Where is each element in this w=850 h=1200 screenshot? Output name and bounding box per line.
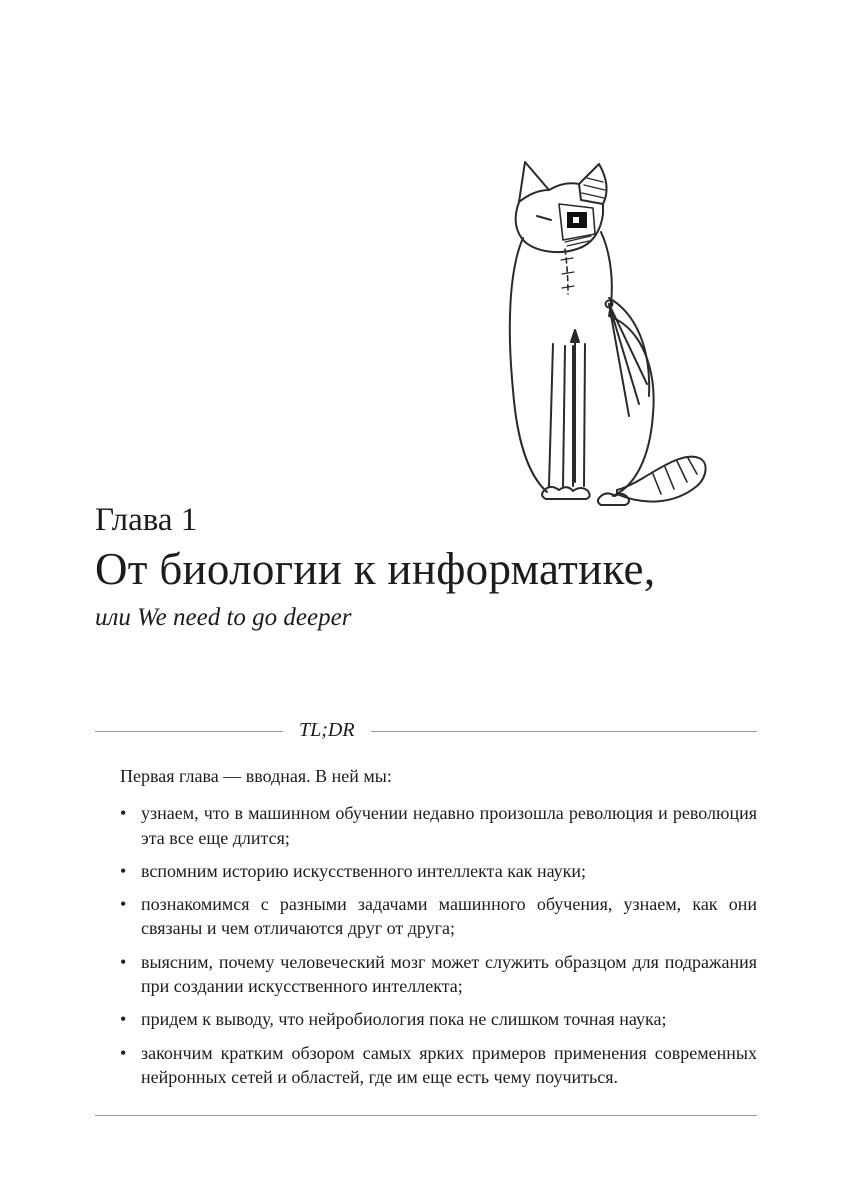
divider-line-right: [371, 731, 757, 732]
chapter-subtitle: или We need to go deeper: [95, 603, 352, 631]
list-item: [120, 950, 757, 999]
list-item-text: придем к выводу, что нейробиология пока не слишком точная наука;: [141, 1009, 667, 1030]
bullet-marker: •: [120, 1009, 127, 1030]
bottom-rule: [95, 1115, 757, 1116]
list-item: [120, 1007, 757, 1031]
bullet-marker: •: [120, 860, 127, 881]
list-item-text: познакомимся с разными задачами машинного обучения, узнаем, как они связаны и чем отличаются друг от друга;: [141, 894, 757, 939]
list-item: [120, 1041, 757, 1090]
list-item: [120, 892, 757, 941]
list-item-text: узнаем, что в машинном обучении недавно произошла революция и революция эта все еще длится;: [141, 803, 757, 848]
content-column: [95, 502, 757, 1116]
list-item: [120, 801, 757, 850]
cyborg-cat-svg: [495, 152, 715, 514]
tldr-label: TL;DR: [299, 718, 355, 741]
list-item-text: вспомним историю искусственного интеллекта как науки;: [141, 860, 587, 881]
list-item: [120, 859, 757, 883]
bullet-marker: •: [120, 894, 127, 915]
tldr-divider: [95, 719, 757, 744]
bullet-marker: •: [120, 951, 127, 972]
divider-line-left: [95, 731, 283, 732]
list-item-text: выясним, почему человеческий мозг может служить образцом для подражания при создании искусственного интеллекта;: [141, 951, 757, 997]
tldr-intro: Первая глава — вводная. В ней мы:: [120, 765, 392, 786]
chapter-title: От биологии к информатике,: [95, 543, 656, 594]
chapter-label: Глава 1: [95, 502, 198, 538]
tldr-body: [95, 764, 757, 1089]
tldr-list: [120, 801, 757, 1089]
bullet-marker: •: [120, 803, 127, 824]
list-item-text: закончим кратким обзором самых ярких примеров применения современных нейронных сетей и областей, где им еще есть чему поучиться.: [141, 1042, 757, 1087]
bullet-marker: •: [120, 1042, 127, 1063]
cyborg-cat-illustration: [495, 152, 715, 514]
